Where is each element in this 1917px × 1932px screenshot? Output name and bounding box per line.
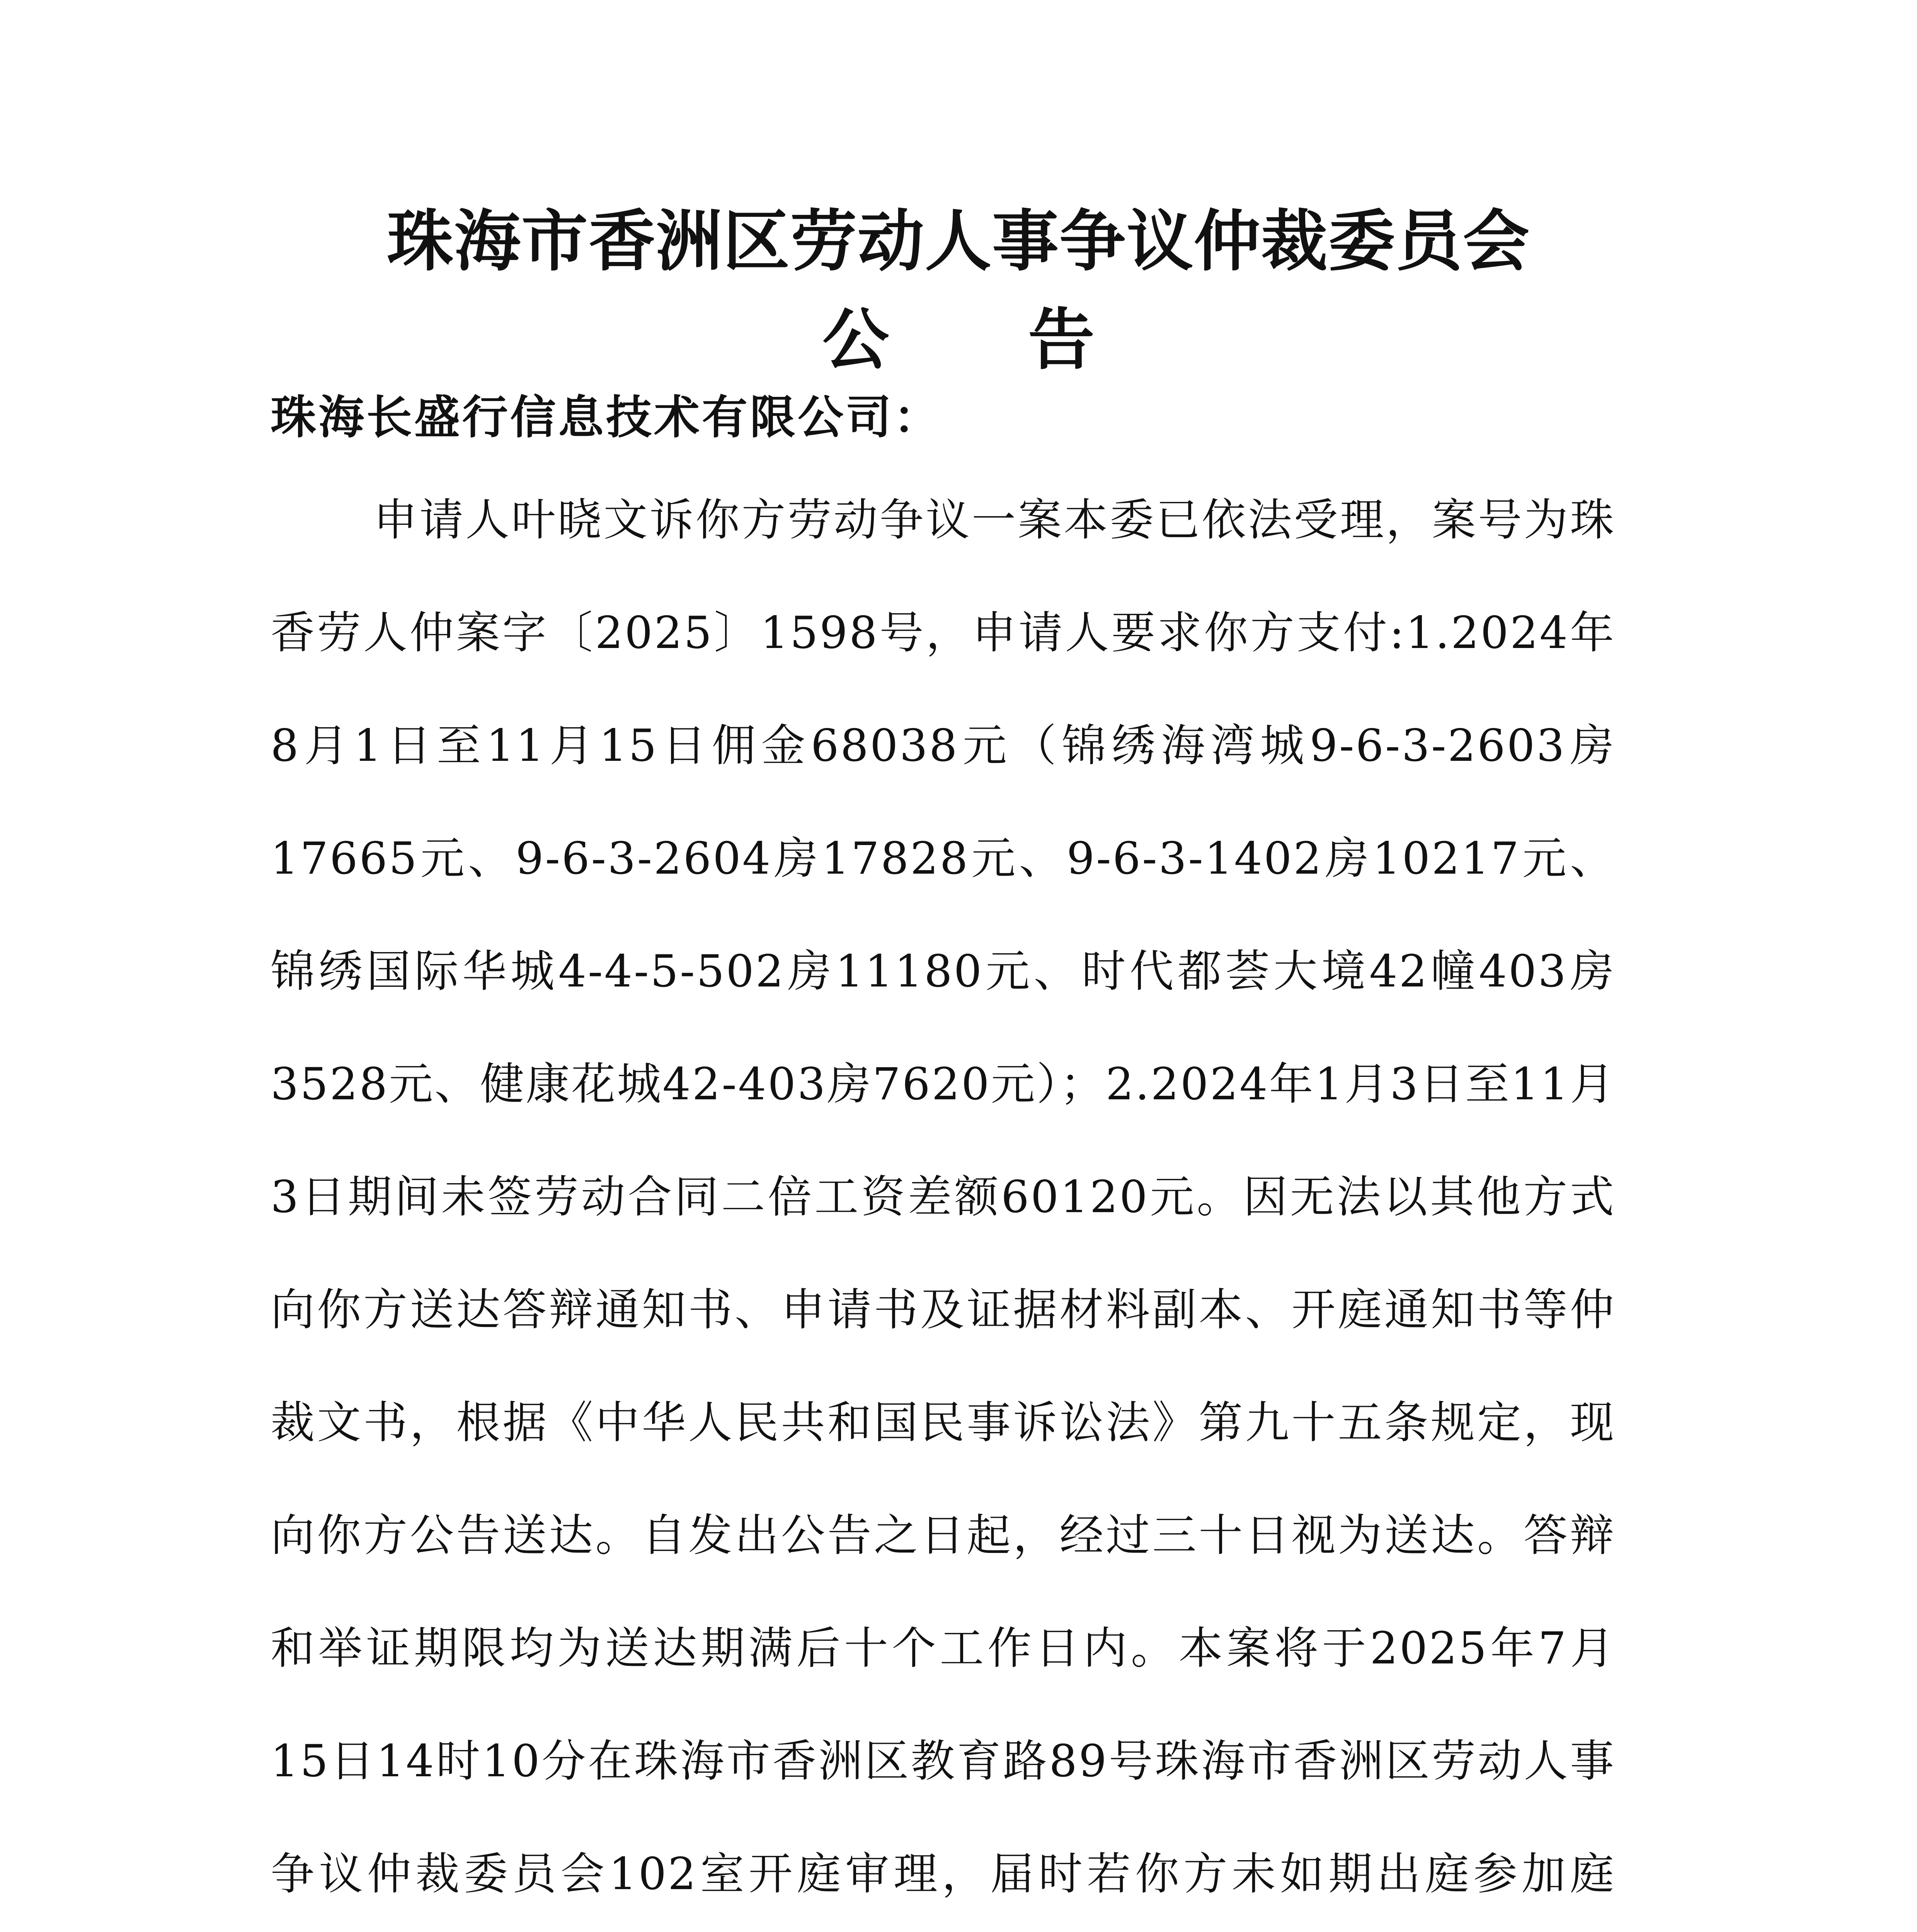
document-title: 珠海市香洲区劳动人事争议仲裁委员会: [387, 202, 1530, 280]
notice-body: 申请人叶晓文诉你方劳动争议一案本委已依法受理，案号为珠香劳人仲案字〔2025〕1598号，申请人要求你方支付:1.2024年8月1日至11月15日佣金68038元（锦绣海湾城9-6-3-2603房17665元、9-6-3-2604房17828元、9-6-3-1402房10217元、锦绣国际华城4-4-5-502房11180元、时代都荟大境42幢403房3528元、健康花城42-403房7620元）；2.2024年1月3日至11月3日期间未签劳动合同二倍工资差额60120元。因无法以其他方式向你方送达答辩通知书、申请书及证据材料副本、开庭通知书等仲裁文书，根据《中华人民共和国民事诉讼法》第九十五条规定，现向你方公告送达。自发出公告之日起，经过三十日视为送达。答辩和举证期限均为送达期满后十个工作日内。本案将于2025年7月15日14时10分在珠海市香洲区教育路89号珠海市香洲区劳动人事争议仲裁委员会102室开庭审理，届时若你方未如期出庭参加庭: [271, 494, 1616, 1900]
closing-line: [373, 1930, 609, 1932]
recipient-line: 珠海长盛行信息技术有限公司：: [271, 391, 942, 444]
notice-heading: 公告: [822, 301, 1234, 379]
